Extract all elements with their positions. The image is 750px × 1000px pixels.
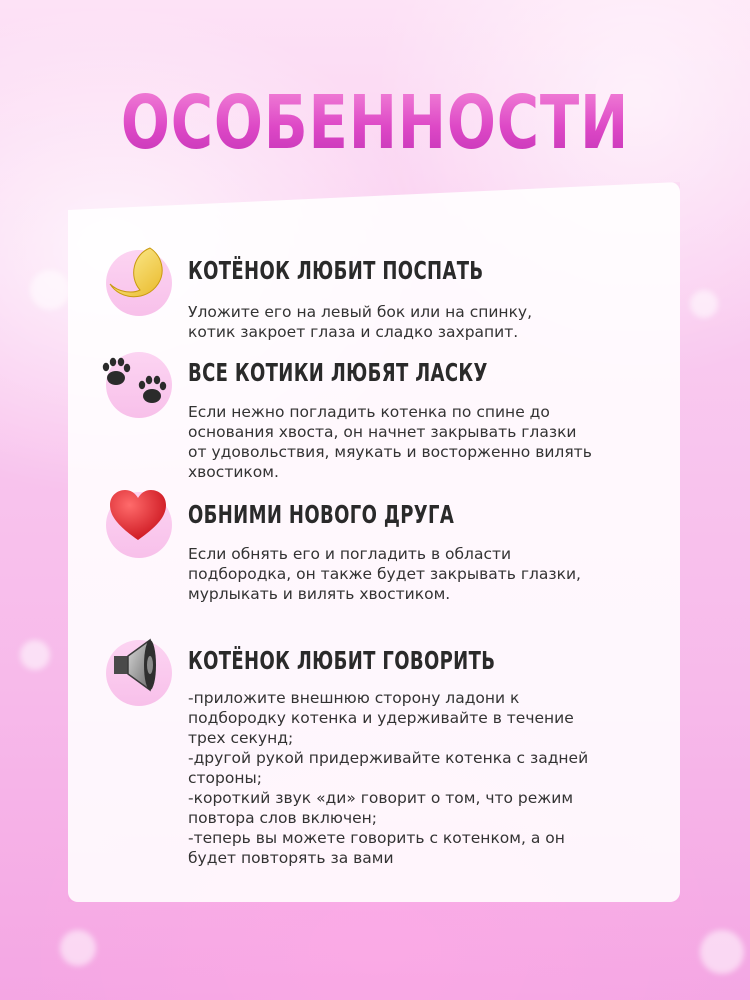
feature-text: Уложите его на левый бок или на спинку, котик закроет глаза и сладко захрапит.: [188, 303, 533, 341]
crescent-moon-icon: [104, 242, 168, 306]
feature-sleep: [100, 240, 660, 350]
feature-petting: [100, 350, 660, 490]
feature-text: -приложите внешнюю сторону ладони к подбородку котенка и удерживайте в течение трех секунд; -другой рукой придерживайте котенка с задней стороны; -короткий звук «ди» говорит о том, что режим повтора слов включен; -теперь вы можете говорить с котенком, а он будет повторять за вами: [188, 689, 589, 867]
feature-text: Если нежно погладить котенка по спине до основания хвоста, он начнет закрывать глазки от удовольствия, мяукать и восторженно вилять хвостиком.: [188, 403, 592, 481]
feature-title: КОТЁНОК ЛЮБИТ ГОВОРИТЬ: [188, 646, 496, 675]
bokeh-light: [20, 640, 50, 670]
feature-talk: [100, 634, 660, 874]
bokeh-light: [60, 930, 96, 966]
heart-icon: [108, 488, 168, 544]
bokeh-light: [690, 290, 718, 318]
bokeh-light: [30, 270, 70, 310]
feature-title: ОБНИМИ НОВОГО ДРУГА: [188, 500, 455, 529]
page-title: ОСОБЕННОСТИ: [83, 80, 668, 166]
feature-title: КОТЁНОК ЛЮБИТ ПОСПАТЬ: [188, 256, 484, 285]
feature-text: Если обнять его и погладить в области подбородка, он также будет закрывать глазки, мурлыкать и вилять хвостиком.: [188, 545, 581, 603]
bokeh-light: [700, 930, 744, 974]
feature-title: ВСЕ КОТИКИ ЛЮБЯТ ЛАСКУ: [188, 358, 488, 387]
paw-prints-icon: [96, 352, 176, 418]
speaker-icon: [108, 634, 168, 694]
feature-hug: [100, 492, 660, 612]
